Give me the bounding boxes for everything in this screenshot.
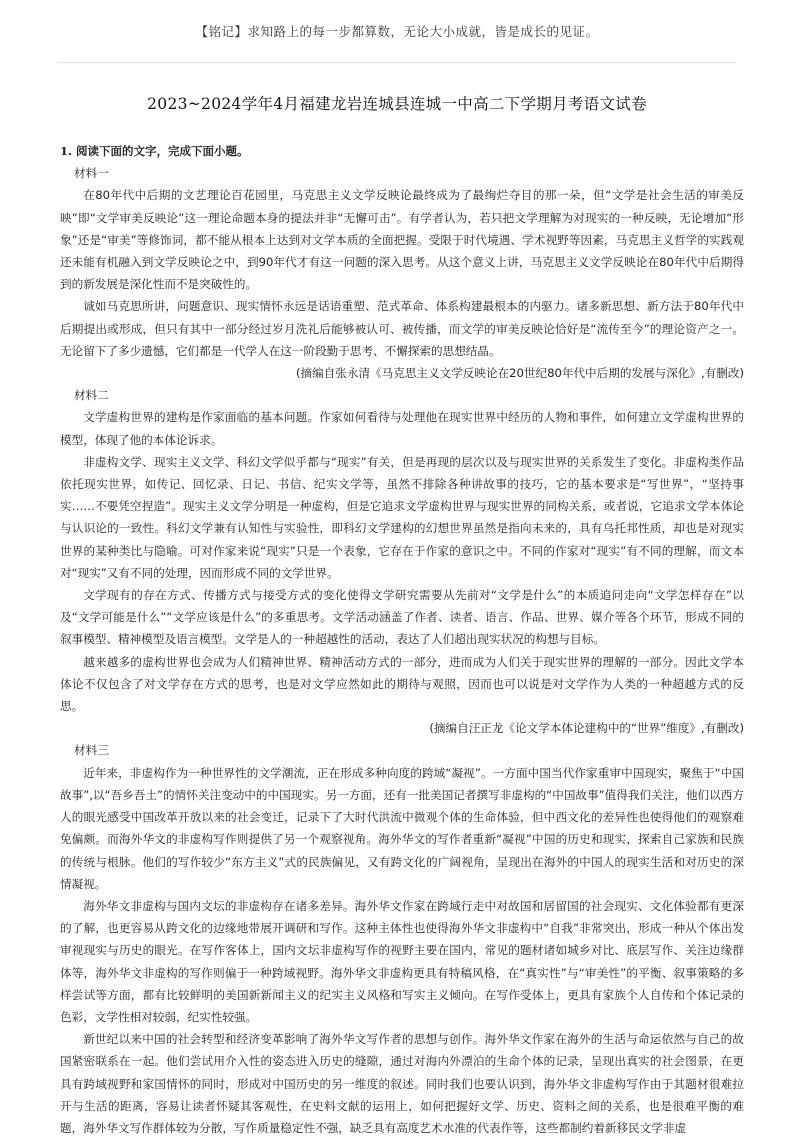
- material-3-paragraph-2: 海外华文非虚构与国内文坛的非虚构存在诸多差异。海外华文作家在跨域行走中对故国和居留国的社会现实、文化体验都有更深的了解，也更容易从跨文化的边缘地带展开调研和写作。这种主体性也使得海外华文非虚构中“自我”非常突出，形成一种从个体出发审视现实与历史的眼光。在写作客体上，国内文坛非虚构写作的视野主要在国内，常见的题材诸如城乡对比、底层写作、关注边缘群体等，海外华文非虚构的写作则偏于一种跨域视野。海外华文非虚构更具有特稿风格，在“真实性”与“审美性”的平衡、叙事策略的多样尝试等方面，都有比较鲜明的美国新新闻主义的纪实主义风格和写实主义倾向。在写作受体上，更具有家族个人自传和个体记录的色彩，文学性相对较弱，纪实性较强。: [60, 898, 744, 1024]
- material-3-paragraph-3: 新世纪以来中国的社会转型和经济变革影响了海外华文写作者的思想与创作。海外华文作家在海外的生活与命运依然与自己的故国紧密联系在一起。他们尝试用介入性的姿态进入历史的缝隙，通过对海内外漂泊的生命个体的记录，呈现出真实的社会图景，在更具有跨域视野和家国情怀的同时，形成对中国历史的另一维度的叙述。同时我们也要认识到，海外华文非虚构写作由于其题材很难拉开与生活的距离，容易让读者怀疑其客观性，在史料文献的运用上，如何把握好文学、历史、资料之间的关系，也是很难平衡的难题，海外华文写作群体较为分散，写作质量稳定性不强，缺乏具有高度艺术水准的代表作等，这些都制约着新移民文学非虚: [60, 1032, 744, 1135]
- material-3-label: 材料三: [74, 743, 109, 758]
- material-2-paragraph-3: 文学现有的存在方式、传播方式与接受方式的变化使得文学研究需要从先前对“文学是什么”的本质追问走向“文学怎样存在”以及“文学可能是什么”“文学应该是什么”的多重思考。文学活动涵盖了作者、读者、语言、作品、世界、媒介等各个环节，形成不同的叙事模型、精神模型及语言模型。文学是人的一种超越性的活动，表达了人们超出现实状况的构想与目标。: [60, 588, 744, 647]
- material-2-label: 材料二: [74, 388, 109, 403]
- exam-title: 2023~2024学年4月福建龙岩连城县连城一中高二下学期月考语文试卷: [147, 95, 647, 113]
- material-2-paragraph-4: 越来越多的虚构世界也会成为人们精神世界、精神活动方式的一部分，进而成为人们关于现实世界的理解的一部分。因此文学本体论不仅包含了对文学存在方式的思考，也是对文学应然如此的期待与观照，因而也可以说是对文学作为人类的一种超越方式的反思。: [60, 654, 744, 714]
- material-1-label: 材料一: [74, 166, 109, 181]
- exam-content: [60, 140, 744, 1139]
- material-2-source: (摘编自汪正龙《论文学本体论建构中的“世界”维度》,有删改): [429, 721, 744, 736]
- material-1-paragraph-1: 在80年代中后期的文艺理论百花园里，马克思主义文学反映论最终成为了最绚烂夺目的那一朵，但“文学是社会生活的审美反映”即“文学审美反映论”这一理论命题本身的提法并非“无懈可击”。有学者认为，若只把文学理解为对现实的一种反映，无论增加“形象”还是“审美”等修饰词，都不能从根本上达到对文学本质的全面把握。受限于时代境遇、学术视野等因素，马克思主义哲学的实践观还未能有机融入到文学反映论之中，到90年代才有这一问题的深入思考。从这个意义上讲，马克思主义文学反映论在80年代中后期得到的新发展是深化性而不是突破性的。: [60, 188, 744, 292]
- material-2-paragraph-2: 非虚构文学、现实主义文学、科幻文学似乎都与“现实”有关，但是再现的层次以及与现实世界的关系发生了变化。非虚构类作品依托现实世界，如传记、回忆录、日记、书信、纪实文学等，虽然不排除各种讲故事的技巧，它的基本要求是“写世界”，“坚持事实……不要凭空捏造”。现实主义文学分明是一种虚构，但是它追求文学虚构世界与现实世界的同构关系，或者说，它追求文学本体论与认识论的一致性。科幻文学兼有认知性与实验性，即科幻文学建构的幻想世界虽然是指向未来的，具有乌托邦性质，却也是对现实世界的某种类比与隐喻。可对作家来说“现实”只是一个表象，它存在于作家的意识之中。不同的作家对“现实”有不同的理解，而文本对“现实”又有不同的处理，因而形成不同的文学世界。: [60, 454, 744, 580]
- header-divider: [58, 62, 736, 63]
- question-stem: 1. 阅读下面的文字，完成下面小题。: [60, 144, 249, 158]
- material-1-source: (摘编自张永清《马克思主义文学反映论在20世纪80年代中后期的发展与深化》,有删改): [295, 366, 744, 381]
- material-1-paragraph-2: 诚如马克思所讲，问题意识、现实情怀永远是话语重塑、范式革命、体系构建最根本的内驱力。诸多新思想、新方法于80年代中后期提出或形成，但只有其中一部分经过岁月洗礼后能够被认可、被传播，而文学的审美反映论恰好是“流传至今”的理论资产之一。无论留下了多少遗憾，它们都是一代学人在这一阶段勤于思考、不懈探索的思想结晶。: [60, 299, 744, 358]
- header-motto: 【铭记】求知路上的每一步都算数，无论大小成就，皆是成长的见证。: [195, 24, 599, 39]
- material-2-paragraph-1: 文学虚构世界的建构是作家面临的基本问题。作家如何看待与处理他在现实世界中经历的人物和事件，如何建立文学虚构世界的模型，体现了他的本体论诉求。: [60, 410, 744, 447]
- material-3-paragraph-1: 近年来，非虚构作为一种世界性的文学潮流，正在形成多种向度的跨域“凝视”。一方面中国当代作家重审中国现实，聚焦于“中国故事”,以“吾乡吾土”的情怀关注变动中的中国现实。另一方面，还有一批美国记者撰写非虚构的“中国故事”值得我们关注，他们以西方人的眼光感受中国改革开放以来的社会变迁，记录下了大时代洪流中微观个体的生命体验，但中西文化的差异性也使得他们的观察难免偏颇。而海外华文的非虚构写作则提供了另一个观察视角。海外华文的写作者重新“凝视”中国的历史和现实，探索自己家族和民族的传统与根脉。他们的写作较少“东方主义”式的民族偏见，又有跨文化的广阔视角，呈现出在海外的中国人的现实生活和对历史的深情凝视。: [60, 765, 744, 891]
